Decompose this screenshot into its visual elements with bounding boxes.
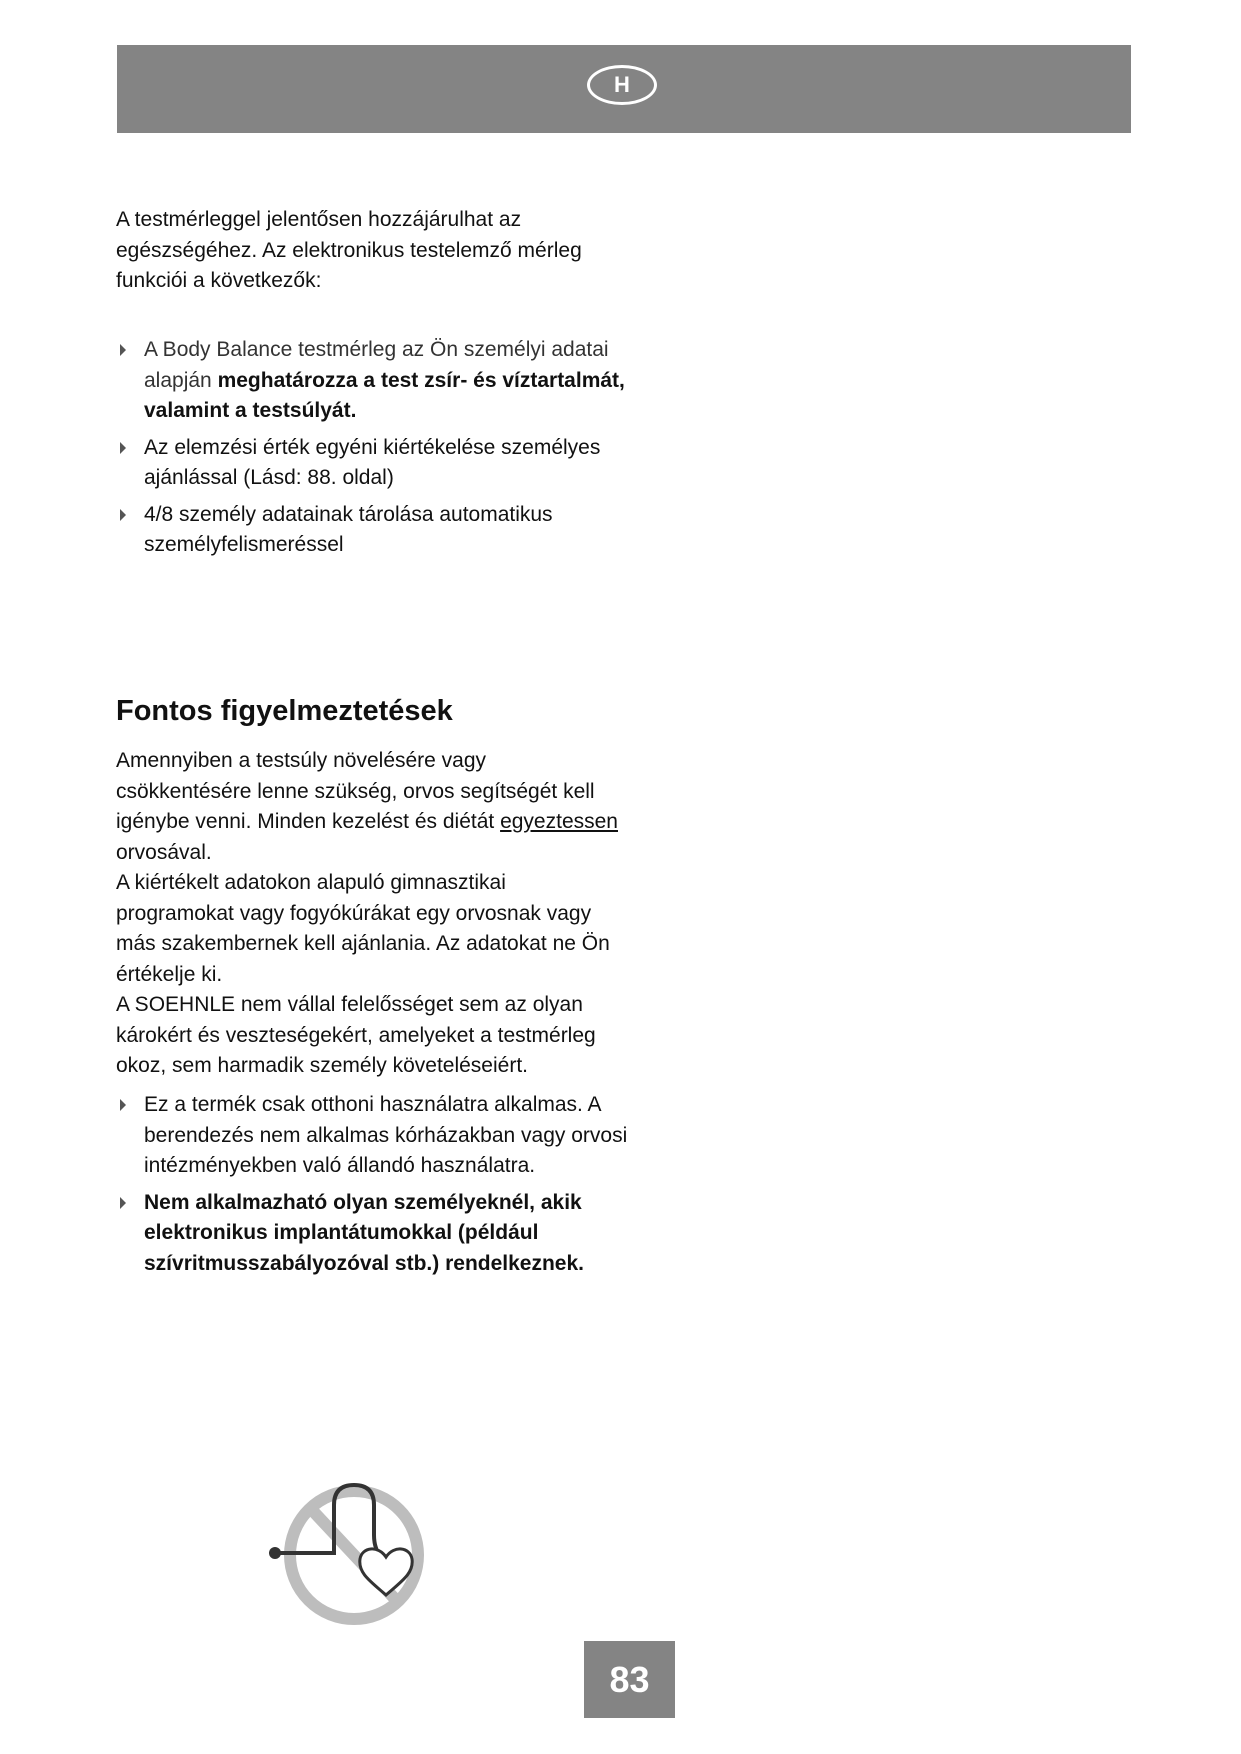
bullet-arrow-icon xyxy=(120,344,126,356)
bullet-arrow-icon xyxy=(120,442,126,454)
page-number: 83 xyxy=(584,1641,675,1718)
section-heading: Fontos figyelmeztetések xyxy=(116,695,453,727)
list-item-text: Az elemzési érték egyéni kiértékelése személyes ajánlással (Lásd: 88. oldal) xyxy=(144,435,601,489)
bullet-arrow-icon xyxy=(120,1099,126,1111)
warning-list xyxy=(116,1090,636,1285)
list-item-bold-text: Nem alkalmazható olyan személyeknél, akik elektronikus implantátumokkal (például szívritmusszabályozóval stb.) rendelkeznek. xyxy=(144,1190,584,1275)
warnings-body xyxy=(116,746,626,1082)
list-item-text: A Body Balance testmérleg az Ön személyi adatai alapján xyxy=(144,338,609,392)
list-item-text: 4/8 személy adatainak tárolása automatikus személyfelismeréssel xyxy=(144,502,553,556)
intro-paragraph: A testmérleggel jelentősen hozzájárulhat az egészségéhez. Az elektronikus testelemző mérleg funkciói a következők: xyxy=(116,208,582,292)
list-item xyxy=(116,500,636,561)
list-item xyxy=(116,1090,636,1182)
list-item xyxy=(116,433,636,494)
header-bar xyxy=(117,45,1131,133)
bullet-arrow-icon xyxy=(120,509,126,521)
list-item xyxy=(116,335,636,427)
list-item-bold-text: meghatározza a test zsír- és víztartalmát, valamint a testsúlyát. xyxy=(144,368,625,422)
list-item xyxy=(116,1188,636,1280)
warning-paragraph: A SOEHNLE nem vállal felelősséget sem az olyan károkért és veszteségekért, amelyeket a testmérleg okoz, sem harmadik személy követeléseiért. xyxy=(116,993,596,1077)
list-item-text: Ez a termék csak otthoni használatra alkalmas. A berendezés nem alkalmas kórházakban vagy orvosi intézményekben való állandó használatra. xyxy=(144,1093,628,1177)
bullet-arrow-icon xyxy=(120,1197,126,1209)
no-pacemaker-icon xyxy=(262,1475,432,1635)
feature-list xyxy=(116,335,636,567)
warning-paragraph: A kiértékelt adatokon alapuló gimnasztikai programokat vagy fogyókúrákat egy orvosnak vagy más szakembernek kell ajánlania. Az adatokat ne Ön értékelje ki. xyxy=(116,871,610,986)
warning-paragraph: Amennyiben a testsúly növelésére vagy csökkentésére lenne szükség, orvos segítségét kell igénybe venni. Minden kezelést és diétát egyeztessen orvosával. xyxy=(116,749,618,864)
language-badge: H xyxy=(587,65,657,105)
